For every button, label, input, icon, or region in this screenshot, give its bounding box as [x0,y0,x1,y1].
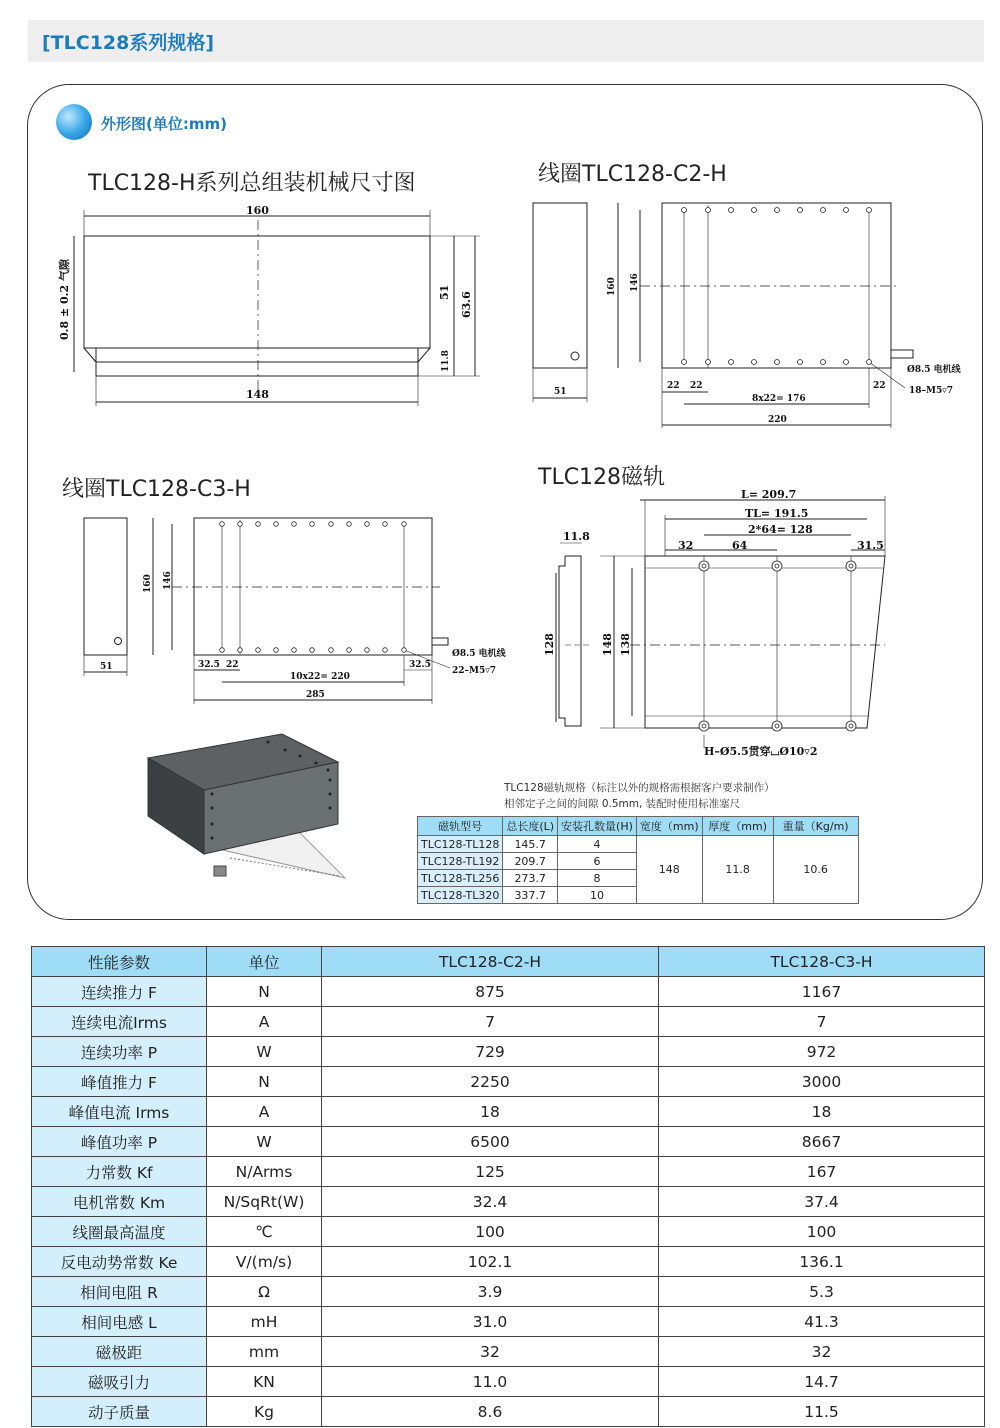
c2-dim-146: 146 [630,273,640,292]
perf-unit-cell: A [207,1097,322,1127]
rail-dim-pitch: 2*64= 128 [748,523,813,536]
rail-dim-148: 148 [601,633,614,656]
c2-dim-22b: 22 [690,381,703,391]
dim-gap: 0.8 ± 0.2 气隙 [58,259,71,340]
perf-unit-cell: W [207,1127,322,1157]
rail-dim-128: 128 [543,633,556,656]
coil-c2-title: 线圈TLC128-C2-H [538,162,727,187]
rail-dim-11-8: 11.8 [563,530,590,543]
table-row [32,977,985,1007]
perf-unit-cell: KN [207,1367,322,1397]
table-row [32,1397,985,1427]
perf-c2-cell: 3.9 [322,1277,659,1307]
c3-dim-32-5b: 32.5 [409,660,431,670]
table-row [32,1037,985,1067]
rail-model-cell: TLC128-TL192 [418,853,503,870]
perf-c2-cell: 729 [322,1037,659,1067]
rail-dim-64: 64 [732,539,748,552]
perf-unit-cell: N [207,1067,322,1097]
rail-thickness-cell: 11.8 [702,836,773,904]
perf-param-cell: 力常数 Kf [32,1157,207,1187]
perf-c3-cell: 100 [659,1217,985,1247]
perf-unit-cell: A [207,1007,322,1037]
table-row [32,1187,985,1217]
perf-c3-cell: 18 [659,1097,985,1127]
perf-c3-cell: 14.7 [659,1367,985,1397]
perf-c3-cell: 41.3 [659,1307,985,1337]
perf-unit-cell: N/SqRt(W) [207,1187,322,1217]
table-row [32,1247,985,1277]
table-row [32,1307,985,1337]
c3-wire: Ø8.5 电机线 [452,649,506,659]
perf-c2-cell: 875 [322,977,659,1007]
rail-holes-cell: 4 [558,836,637,853]
perf-unit-cell: N [207,977,322,1007]
perf-param-cell: 连续电流Irms [32,1007,207,1037]
perf-c2-cell: 2250 [322,1067,659,1097]
rail-length-cell: 273.7 [503,870,558,887]
rail-weight-cell: 10.6 [773,836,858,904]
rail-length-cell: 145.7 [503,836,558,853]
dim-160: 160 [246,204,269,217]
perf-c2-cell: 18 [322,1097,659,1127]
c3-holes: 22–M5▿7 [452,666,497,676]
perf-c2-cell: 11.0 [322,1367,659,1397]
rail-length-cell: 337.7 [503,887,558,904]
perf-param-cell: 相间电阻 R [32,1277,207,1307]
c2-dim-160: 160 [607,277,617,296]
perf-c2-cell: 32.4 [322,1187,659,1217]
c2-holes: 18–M5▿7 [909,386,954,396]
perf-param-cell: 线圈最高温度 [32,1217,207,1247]
rail-title: TLC128磁轨 [538,465,666,490]
perf-param-cell: 连续功率 P [32,1037,207,1067]
c3-dim-146: 146 [163,571,173,590]
perf-c2-cell: 8.6 [322,1397,659,1427]
perf-table-header [32,947,985,977]
rail-col-thickness: 厚度（mm) [702,817,773,836]
perf-c2-cell: 32 [322,1337,659,1367]
table-row [418,836,859,853]
c2-dim-51: 51 [554,387,567,397]
perf-c3-cell: 5.3 [659,1277,985,1307]
motor-3d-illustration [140,728,360,908]
perf-table-body [32,977,985,1427]
rail-col-width: 宽度（mm) [636,817,702,836]
perf-c2-cell: 6500 [322,1127,659,1157]
rail-col-weight: 重量（Kg/m) [773,817,858,836]
rail-col-model: 磁轨型号 [418,817,503,836]
dim-148: 148 [246,388,269,401]
c2-dim-220: 220 [768,415,787,425]
perf-param-cell: 反电动势常数 Ke [32,1247,207,1277]
perf-unit-cell: mm [207,1337,322,1367]
perf-c2-cell: 125 [322,1157,659,1187]
rail-width-cell: 148 [636,836,702,904]
rail-dim-138: 138 [619,633,632,656]
dim-11-8: 11.8 [441,350,451,372]
perf-c2-cell: 31.0 [322,1307,659,1337]
perf-c3-cell: 11.5 [659,1397,985,1427]
perf-param-cell: 动子质量 [32,1397,207,1427]
c2-wire: Ø8.5 电机线 [907,365,961,375]
rail-length-cell: 209.7 [503,853,558,870]
perf-unit-cell: ℃ [207,1217,322,1247]
rail-col-holes: 安装孔数量(H) [558,817,637,836]
coil-c3-title: 线圈TLC128-C3-H [62,477,251,502]
c2-dim-22c: 22 [873,381,886,391]
rail-dim-TL: TL= 191.5 [745,507,809,520]
table-row [32,1007,985,1037]
c3-dim-160: 160 [143,574,153,593]
section-title: [TLC128系列规格] [42,32,215,54]
perf-param-cell: 相间电感 L [32,1307,207,1337]
perf-c3-cell: 8667 [659,1127,985,1157]
perf-unit-cell: W [207,1037,322,1067]
perf-unit-cell: Ω [207,1277,322,1307]
perf-c3-cell: 37.4 [659,1187,985,1217]
rail-model-cell: TLC128-TL256 [418,870,503,887]
rail-dim-L: L= 209.7 [741,488,797,501]
perf-param-cell: 峰值推力 F [32,1067,207,1097]
perf-unit-cell: N/Arms [207,1157,322,1187]
table-row [32,1127,985,1157]
c3-dim-22: 22 [226,660,239,670]
c2-dim-22a: 22 [667,381,680,391]
unit-label: 外形图(单位:mm) [101,115,227,133]
table-row [32,1367,985,1397]
perf-col-c2: TLC128-C2-H [322,947,659,977]
rail-dim-31-5: 31.5 [857,539,884,552]
perf-c2-cell: 100 [322,1217,659,1247]
perf-unit-cell: mH [207,1307,322,1337]
table-row [32,1277,985,1307]
assembly-title: TLC128-H系列总组装机械尺寸图 [88,171,416,196]
perf-param-cell: 磁极距 [32,1337,207,1367]
perf-param-cell: 电机常数 Km [32,1187,207,1217]
perf-c2-cell: 7 [322,1007,659,1037]
dim-63-6: 63.6 [460,291,473,318]
c3-dim-32-5a: 32.5 [198,660,220,670]
rail-note-2: 相邻定子之间的间隙 0.5mm, 装配时使用标准塞尺 [504,798,741,810]
perf-c3-cell: 32 [659,1337,985,1367]
rail-holes-cell: 6 [558,853,637,870]
table-row [32,1337,985,1367]
perf-c3-cell: 3000 [659,1067,985,1097]
perf-param-cell: 峰值电流 Irms [32,1097,207,1127]
rail-dim-32: 32 [678,539,694,552]
rail-note-1: TLC128磁轨规格（标注以外的规格需根据客户要求制作） [504,782,775,794]
perf-c2-cell: 102.1 [322,1247,659,1277]
table-row [32,1217,985,1247]
perf-param-cell: 连续推力 F [32,977,207,1007]
rail-col-length: 总长度(L) [503,817,558,836]
rail-table-header [418,817,859,836]
perf-unit-cell: V/(m/s) [207,1247,322,1277]
performance-table [31,946,985,1427]
c3-dim-285: 285 [306,690,325,700]
table-row [32,1067,985,1097]
perf-unit-cell: Kg [207,1397,322,1427]
table-row [32,1097,985,1127]
rail-holes-cell: 8 [558,870,637,887]
dim-51: 51 [438,284,451,300]
rail-spec-table [417,816,859,904]
rail-model-cell: TLC128-TL320 [418,887,503,904]
rail-model-cell: TLC128-TL128 [418,836,503,853]
rail-holes-cell: 10 [558,887,637,904]
perf-col-param: 性能参数 [32,947,207,977]
perf-param-cell: 峰值功率 P [32,1127,207,1157]
perf-c3-cell: 972 [659,1037,985,1067]
c3-dim-51: 51 [100,662,113,672]
perf-c3-cell: 1167 [659,977,985,1007]
perf-col-unit: 单位 [207,947,322,977]
perf-c3-cell: 167 [659,1157,985,1187]
perf-param-cell: 磁吸引力 [32,1367,207,1397]
perf-col-c3: TLC128-C3-H [659,947,985,977]
rail-hole-callout: H–Ø5.5贯穿⌴Ø10▿2 [704,745,818,758]
perf-c3-cell: 7 [659,1007,985,1037]
c2-dim-pitch: 8x22= 176 [752,394,806,404]
perf-c3-cell: 136.1 [659,1247,985,1277]
table-row [32,1157,985,1187]
c3-dim-pitch: 10x22= 220 [290,672,350,682]
